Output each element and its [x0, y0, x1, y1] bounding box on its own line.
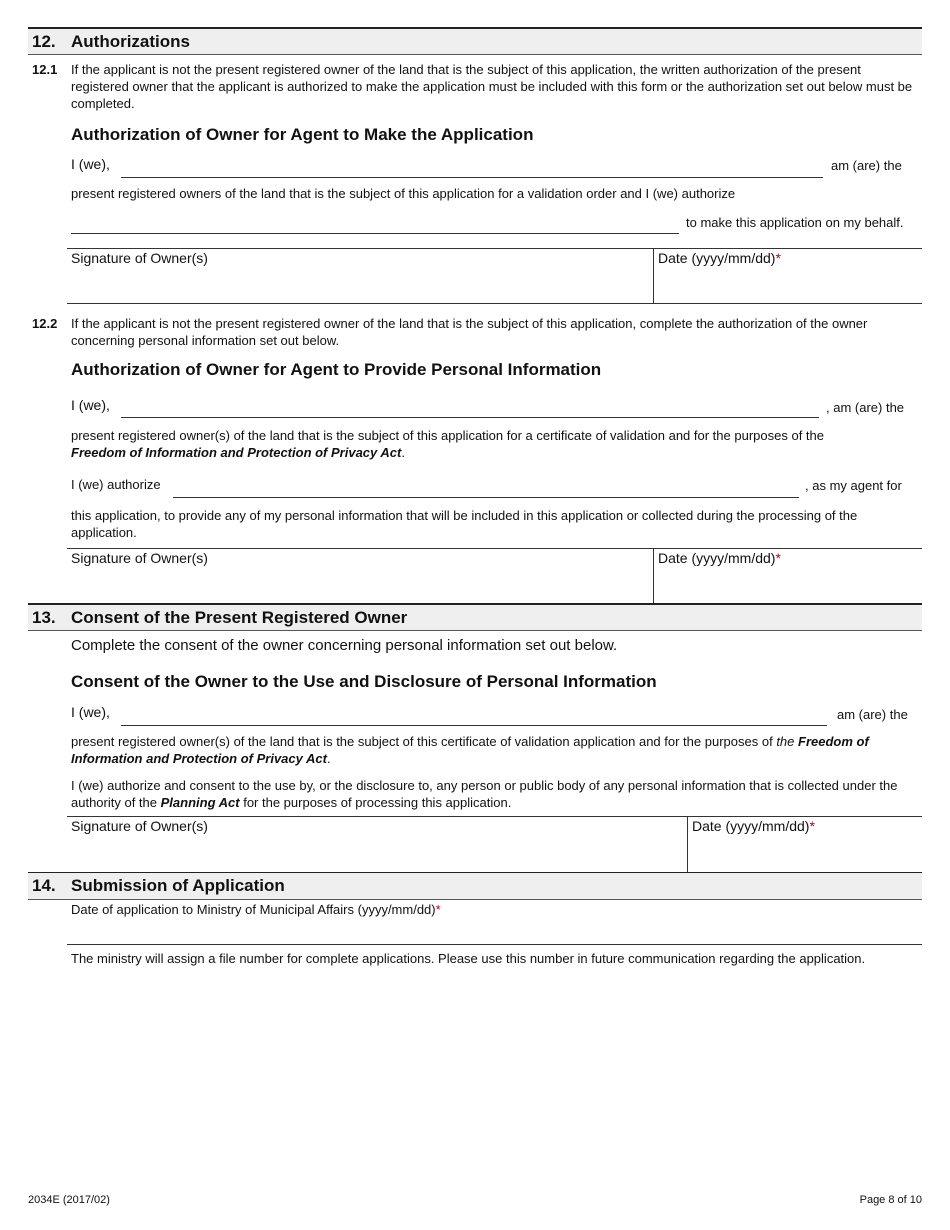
required-asterisk: * — [435, 902, 441, 917]
date-label: Date (yyyy/mm/dd)* — [658, 250, 781, 266]
purpose-text: this application, to provide any of my personal information that will be included in this application or collected during the processing of the application. — [71, 508, 858, 540]
date-label: Date (yyyy/mm/dd)* — [692, 818, 815, 834]
statement-text: present registered owner(s) of the land that is the subject of this application for a certificate of validation and for the purposes of the Freedom of Information and Protection of Privacy Act. — [71, 428, 824, 460]
subheading-agent-application: Authorization of Owner for Agent to Make the Application — [71, 125, 534, 144]
am-are-label: am (are) the — [837, 707, 908, 722]
signature-field[interactable] — [67, 269, 652, 303]
required-asterisk: * — [809, 818, 815, 834]
owner-name-field[interactable] — [121, 417, 819, 418]
statement-text: present registered owners of the land that is the subject of this application for a validation order and I (we) authorize — [71, 186, 736, 201]
subheading-consent: Consent of the Owner to the Use and Disclosure of Personal Information — [71, 672, 657, 691]
consent-text: I (we) authorize and consent to the use by, or the disclosure to, any person or public body of any personal information that is collected under the authority of the Planning Act for the purposes of processing this application. — [71, 778, 898, 810]
section-number: 12. — [32, 32, 56, 51]
as-agent-label: , as my agent for — [805, 478, 902, 493]
i-we-label: I (we), — [71, 704, 110, 720]
to-make-label: to make this application on my behalf. — [686, 215, 904, 230]
i-we-label: I (we), — [71, 397, 110, 413]
signature-date-box-13 — [67, 816, 922, 873]
foi-act-name: Freedom of Information and Protection of Privacy Act — [71, 445, 402, 460]
authorize-label: I (we) authorize — [71, 477, 161, 492]
section-13-header — [28, 603, 922, 631]
section-13-intro: Complete the consent of the owner concerning personal information set out below. — [71, 637, 618, 654]
required-asterisk: * — [775, 550, 781, 566]
signature-label: Signature of Owner(s) — [71, 250, 208, 266]
subheading-personal-info: Authorization of Owner for Agent to Provide Personal Information — [71, 360, 602, 379]
divider — [67, 944, 922, 945]
item-12-1-text: If the applicant is not the present registered owner of the land that is the subject of this application, the written authorization of the present registered owner that the applicant is authorized to make the application must be included with this form or the authorization set out below must be completed. — [71, 62, 913, 111]
date-field[interactable] — [655, 569, 920, 603]
application-date-field[interactable] — [67, 920, 922, 944]
foi-act-name: Freedom of Information and Protection of Privacy Act — [71, 734, 869, 766]
item-number-12-1: 12.1 — [32, 62, 58, 77]
signature-date-box-12-1 — [67, 248, 922, 304]
section-title: Submission of Application — [71, 876, 285, 895]
section-title: Consent of the Present Registered Owner — [71, 608, 408, 627]
statement-text: present registered owner(s) of the land that is the subject of this certificate of validation application and for the purposes of the Freedom of Information and Protection of Privacy Act. — [71, 734, 869, 766]
am-are-label: , am (are) the — [826, 400, 905, 415]
divider — [653, 549, 654, 603]
date-label: Date (yyyy/mm/dd)* — [658, 550, 781, 566]
owner-name-field[interactable] — [121, 177, 823, 178]
section-12-header — [28, 27, 922, 55]
application-date-label: Date of application to Ministry of Municipal Affairs (yyyy/mm/dd)* — [71, 902, 441, 917]
file-number-note: The ministry will assign a file number for complete applications. Please use this number in future communication regarding the application. — [71, 951, 866, 966]
divider — [653, 249, 654, 303]
signature-field[interactable] — [67, 837, 686, 872]
section-number: 13. — [32, 608, 56, 627]
page-number: Page 8 of 10 — [859, 1194, 922, 1206]
signature-label: Signature of Owner(s) — [71, 550, 208, 566]
agent-name-field[interactable] — [71, 233, 679, 234]
agent-name-field[interactable] — [173, 497, 799, 498]
planning-act-name: Planning Act — [160, 795, 240, 810]
signature-label: Signature of Owner(s) — [71, 818, 208, 834]
date-field[interactable] — [689, 837, 920, 872]
signature-date-box-12-2 — [67, 548, 922, 604]
section-title: Authorizations — [71, 32, 190, 51]
section-14-header — [28, 872, 922, 900]
owner-name-field[interactable] — [121, 725, 827, 726]
required-asterisk: * — [775, 250, 781, 266]
item-12-2-text: If the applicant is not the present registered owner of the land that is the subject of this application, complete the authorization of the owner concerning personal information set out below. — [71, 316, 868, 348]
section-number: 14. — [32, 876, 56, 895]
divider — [687, 817, 688, 872]
i-we-label: I (we), — [71, 156, 110, 172]
am-are-label: am (are) the — [831, 158, 902, 173]
item-number-12-2: 12.2 — [32, 316, 58, 331]
signature-field[interactable] — [67, 569, 652, 603]
form-id: 2034E (2017/02) — [28, 1194, 110, 1206]
date-field[interactable] — [655, 269, 920, 303]
